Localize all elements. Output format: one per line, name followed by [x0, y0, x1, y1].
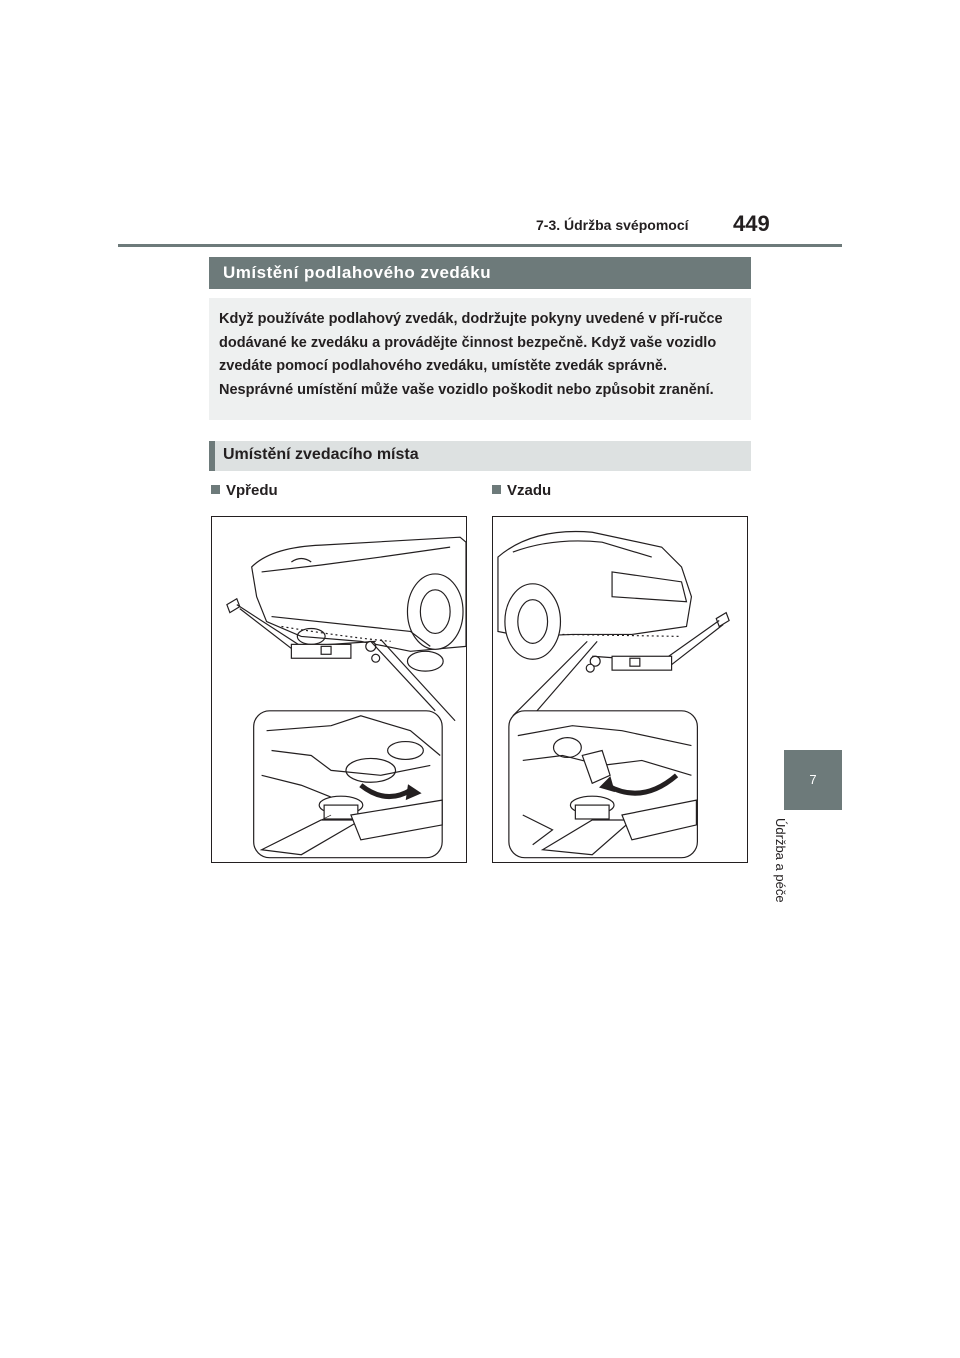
header-rule	[118, 244, 842, 247]
section-title: Umístění podlahového zvedáku	[223, 263, 492, 282]
front-label: Vpředu	[211, 482, 278, 499]
rear-label: Vzadu	[492, 482, 551, 499]
note-box	[209, 298, 751, 420]
subheading: Umístění zvedacího místa	[223, 446, 419, 463]
rear-jack-illustration	[492, 516, 748, 863]
header-section-title: 7-3. Údržba svépomocí	[536, 217, 689, 233]
subheading-bar	[209, 441, 751, 471]
chapter-tab-number: 7	[809, 772, 817, 787]
chapter-tab[interactable]	[784, 750, 842, 810]
page-number: 449	[733, 211, 770, 236]
square-bullet-icon	[211, 485, 220, 494]
note-text: Když používáte podlahový zvedák, dodržujte pokyny uvedené v pří-ručce dodávané ke zvedáku a provádějte činnost bezpečně. Když vaše vozidlo zvedáte pomocí podlahového zvedáku, umístěte zvedák správně. Nesprávné umístění může vaše vozidlo poškodit nebo způsobit zranění.	[219, 311, 723, 398]
section-title-bar	[209, 257, 751, 289]
square-bullet-icon	[492, 485, 501, 494]
front-jack-illustration	[211, 516, 467, 863]
chapter-tab-label: Údržba a péče	[773, 818, 788, 903]
